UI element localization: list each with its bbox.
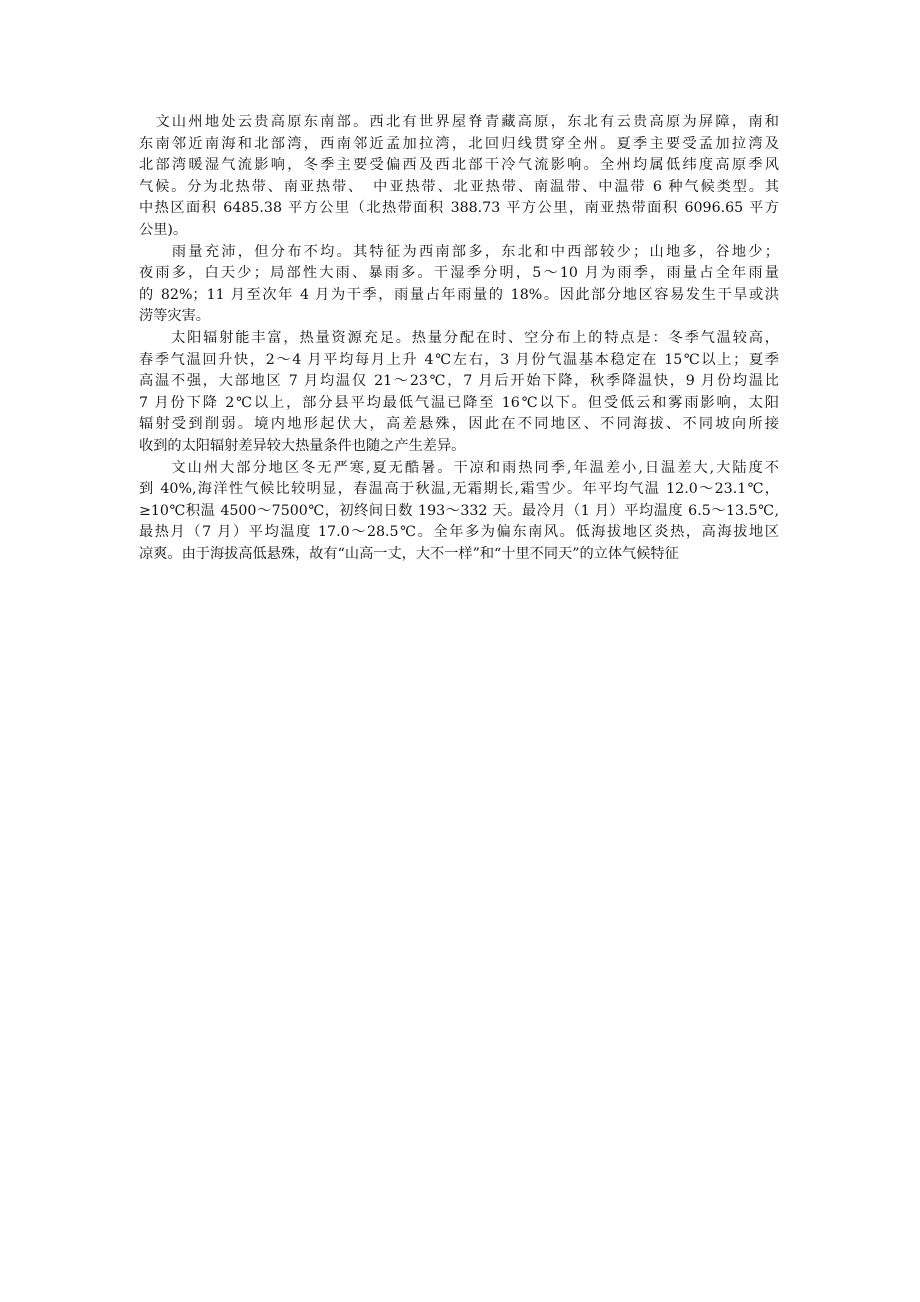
text-line: ≥10℃积温 4500～7500℃，初终间日数 193～332 天。最冷月（1 月）平均温度 6.5～13.5℃, (139, 502, 779, 519)
text-line: 春季气温回升快，2～4 月平均每月上升 4℃左右，3 月份气温基本稳定在 15℃以上；夏季 (139, 351, 779, 368)
text-line: 公里)。 (139, 221, 188, 238)
text-line: 东南邻近南海和北部湾，西南邻近孟加拉湾，北回归线贯穿全州。夏季主要受孟加拉湾及 (139, 135, 779, 152)
text-line: 收到的太阳辐射差异较大热量条件也随之产生差异。 (139, 437, 466, 454)
text-line: 最热月（7 月）平均温度 17.0～28.5℃。全年多为偏东南风。低海拔地区炎热，高海拔地区 (139, 524, 779, 541)
paragraph-4 (139, 458, 779, 566)
paragraph-3 (139, 328, 779, 458)
text-line: 雨量充沛，但分布不均。其特征为西南部多，东北和中西部较少；山地多，谷地少； (139, 243, 779, 260)
paragraph-2 (139, 242, 779, 328)
text-line: 夜雨多，白天少；局部性大雨、暴雨多。干湿季分明，5～10 月为雨季，雨量占全年雨量 (139, 265, 779, 282)
text-line: 文山州大部分地区冬无严寒,夏无酷暑。干凉和雨热同季,年温差小,日温差大,大陆度不 (139, 459, 779, 476)
text-line: 气候。分为北热带、南亚热带、 中亚热带、北亚热带、南温带、中温带 6 种气候类型。其 (139, 178, 779, 195)
text-line: 7 月份下降 2℃以上，部分县平均最低气温已降至 16℃以下。但受低云和雾雨影响，太阳 (139, 394, 779, 411)
text-line: 辐射受到削弱。境内地形起伏大，高差悬殊，因此在不同地区、不同海拔、不同坡向所接 (139, 416, 779, 433)
paragraph-1 (139, 112, 779, 242)
text-line: 北部湾暖湿气流影响，冬季主要受偏西及西北部干冷气流影响。全州均属低纬度高原季风 (139, 157, 779, 174)
text-line: 中热区面积 6485.38 平方公里（北热带面积 388.73 平方公里，南亚热带面积 6096.65 平方 (139, 200, 779, 217)
body-text (139, 112, 779, 565)
text-line: 文山州地处云贵高原东南部。西北有世界屋脊青藏高原，东北有云贵高原为屏障，南和 (139, 114, 779, 130)
text-line: 的 82%；11 月至次年 4 月为干季，雨量占年雨量的 18%。因此部分地区容易发生干旱或洪 (139, 286, 779, 303)
text-line: 凉爽。由于海拔高低悬殊，故有“山高一丈，大不一样”和“十里不同天”的立体气候特征 (139, 545, 679, 562)
text-line: 涝等灾害。 (139, 308, 210, 325)
text-line: 高温不强，大部地区 7 月均温仅 21～23℃，7 月后开始下降，秋季降温快，9 月份均温比 (139, 373, 779, 390)
text-line: 太阳辐射能丰富，热量资源充足。热量分配在时、空分布上的特点是：冬季气温较高， (139, 329, 779, 346)
text-line: 到 40%,海洋性气候比较明显，春温高于秋温,无霜期长,霜雪少。年平均气温 12.0～23.1℃， (139, 481, 779, 498)
